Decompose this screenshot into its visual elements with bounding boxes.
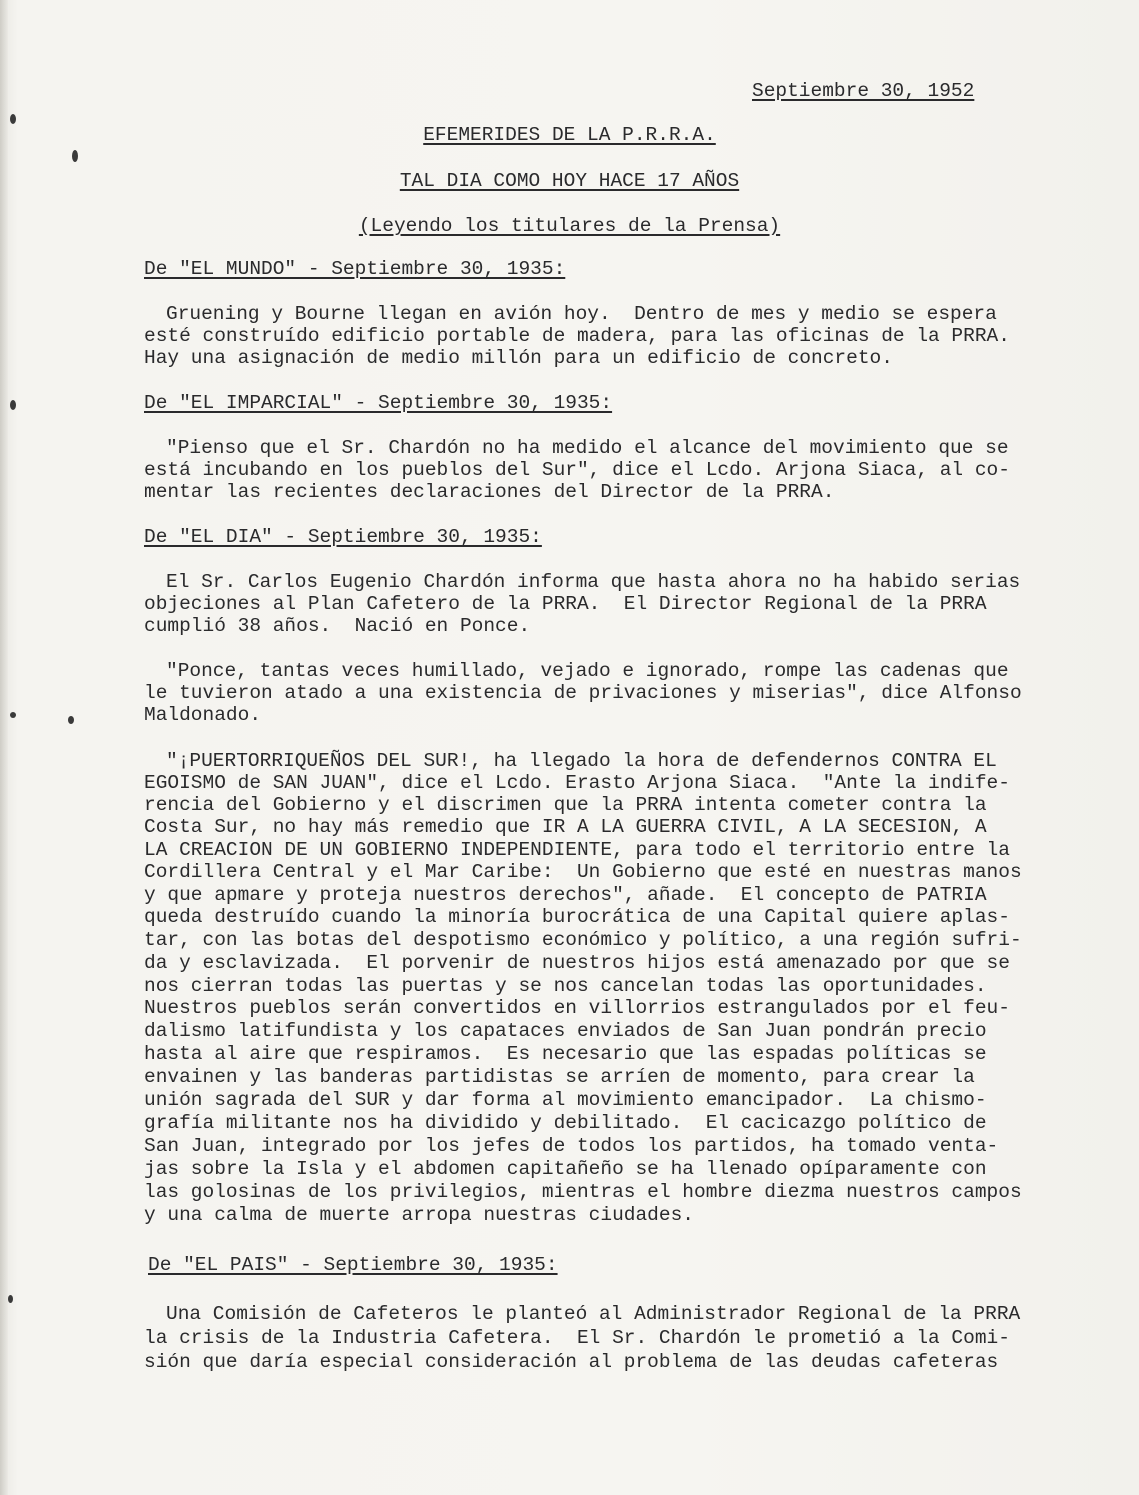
paragraph-line: "Ponce, tantas veces humillado, vejado e ignorado, rompe las cadenas que — [166, 660, 1009, 682]
paragraph-line: y que apmare y proteja nuestros derechos", añade. El concepto de PATRIA — [144, 884, 987, 906]
binding-mark — [8, 1295, 13, 1303]
section-heading: De "EL MUNDO" - Septiembre 30, 1935: — [144, 258, 566, 280]
paragraph-line: "¡PUERTORRIQUEÑOS DEL SUR!, ha llegado la hora de defendernos CONTRA EL — [166, 750, 997, 772]
document-subtitle-press: (Leyendo los titulares de la Prensa) — [358, 215, 781, 237]
binding-mark — [10, 712, 16, 718]
paragraph-line: objeciones al Plan Cafetero de la PRRA. El Director Regional de la PRRA — [144, 593, 987, 615]
paragraph-line: LA CREACION DE UN GOBIERNO INDEPENDIENTE, para todo el territorio entre la — [144, 839, 1010, 861]
document-date: Septiembre 30, 1952 — [752, 80, 975, 102]
paragraph-line: Una Comisión de Cafeteros le planteó al Administrador Regional de la PRRA — [166, 1303, 1021, 1325]
binding-mark — [68, 716, 74, 724]
binding-mark — [10, 114, 16, 124]
paragraph-line: le tuvieron atado a una existencia de privaciones y miserias", dice Alfonso — [144, 682, 1022, 704]
paragraph-line: cumplió 38 años. Nació en Ponce. — [144, 615, 531, 637]
paragraph-line: jas sobre la Isla y el abdomen capitañeño se ha llenado opíparamente con — [144, 1158, 987, 1180]
paragraph-line: da y esclavizada. El porvenir de nuestros hijos está amenazado por que se — [144, 952, 1010, 974]
paragraph-line: Nuestros pueblos serán convertidos en villorrios estrangulados por el feu- — [144, 997, 1010, 1019]
paragraph-line: queda destruído cuando la minoría burocrática de una Capital quiere aplas- — [144, 906, 1010, 928]
paragraph-line: EGOISMO de SAN JUAN", dice el Lcdo. Erasto Arjona Siaca. "Ante la indife- — [144, 772, 1010, 794]
paragraph-line: sión que daría especial consideración al problema de las deudas cafeteras — [144, 1351, 999, 1373]
paragraph-line: grafía militante nos ha dividido y debilitado. El cacicazgo político de — [144, 1112, 987, 1134]
paragraph-line: dalismo latifundista y los capataces enviados de San Juan pondrán precio — [144, 1020, 987, 1042]
paragraph-line: mentar las recientes declaraciones del Director de la PRRA. — [144, 481, 835, 503]
paragraph-line: Gruening y Bourne llegan en avión hoy. Dentro de mes y medio se espera — [166, 303, 997, 325]
binding-mark — [72, 150, 78, 162]
section-heading: De "EL IMPARCIAL" - Septiembre 30, 1935: — [144, 392, 613, 414]
paragraph-line: "Pienso que el Sr. Chardón no ha medido el alcance del movimiento que se — [166, 437, 1009, 459]
paragraph-line: esté construído edificio portable de madera, para las oficinas de la PRRA. — [144, 325, 1010, 347]
paragraph-line: nos cierran todas las puertas y se nos cancelan todas las oportunidades. — [144, 975, 987, 997]
paragraph-line: la crisis de la Industria Cafetera. El Sr. Chardón le prometió a la Comi- — [144, 1327, 1010, 1349]
paragraph-line: Hay una asignación de medio millón para un edificio de concreto. — [144, 347, 893, 369]
paragraph-line: y una calma de muerte arropa nuestras ciudades. — [144, 1204, 694, 1226]
paragraph-line: San Juan, integrado por los jefes de todos los partidos, ha tomado venta- — [144, 1135, 999, 1157]
paragraph-line: tar, con las botas del despotismo económico y político, a una región sufri- — [144, 929, 1022, 951]
section-heading: De "EL PAIS" - Septiembre 30, 1935: — [148, 1254, 558, 1276]
document-title: EFEMERIDES DE LA P.R.R.A. — [423, 124, 716, 146]
paragraph-line: Maldonado. — [144, 704, 262, 726]
paragraph-line: Costa Sur, no hay más remedio que IR A LA GUERRA CIVIL, A LA SECESION, A — [144, 816, 987, 838]
paragraph-line: hasta al aire que respiramos. Es necesario que las espadas políticas se — [144, 1043, 987, 1065]
section-heading: De "EL DIA" - Septiembre 30, 1935: — [144, 526, 542, 548]
document-subtitle: TAL DIA COMO HOY HACE 17 AÑOS — [399, 170, 740, 192]
binding-mark — [10, 400, 16, 410]
paragraph-line: está incubando en los pueblos del Sur", dice el Lcdo. Arjona Siaca, al co- — [144, 459, 1010, 481]
paragraph-line: El Sr. Carlos Eugenio Chardón informa que hasta ahora no ha habido serias — [166, 571, 1021, 593]
paragraph-line: rencia del Gobierno y el discrimen que la PRRA intenta cometer contra la — [144, 794, 987, 816]
paragraph-line: las golosinas de los privilegios, mientras el hombre diezma nuestros campos — [144, 1181, 1022, 1203]
paragraph-line: unión sagrada del SUR y dar forma al movimiento emancipador. La chismo- — [144, 1089, 987, 1111]
paragraph-line: envainen y las banderas partidistas se arríen de momento, para crear la — [144, 1066, 975, 1088]
paragraph-line: Cordillera Central y el Mar Caribe: Un Gobierno que esté en nuestras manos — [144, 861, 1022, 883]
